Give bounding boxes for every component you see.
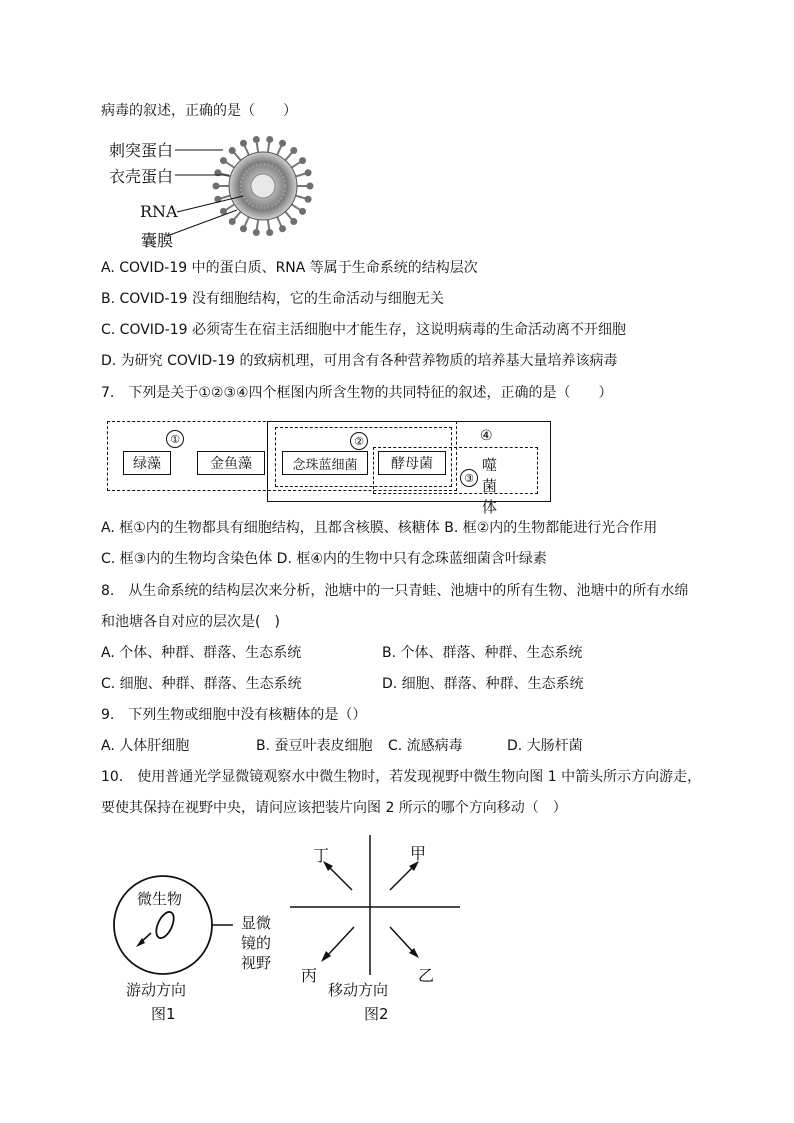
- figure-2-caption: 图2: [364, 1005, 389, 1023]
- figure-1: [105, 875, 295, 1025]
- field-label-2: 镜的: [241, 934, 272, 952]
- organism-yeast: 酵母菌: [378, 451, 446, 475]
- spike-head: [253, 136, 260, 143]
- marker-4: ④: [480, 428, 493, 444]
- virus-diagram: [105, 128, 320, 254]
- q8-option-c: C. 细胞、种群、群落、生态系统: [101, 676, 302, 692]
- label-capsid-protein: 衣壳蛋白: [109, 167, 174, 186]
- spike-head: [240, 225, 247, 232]
- q6-option-b: B. COVID-19 没有细胞结构，它的生命活动与细胞无关: [101, 291, 444, 307]
- q8-stem-1: 8. 从生命系统的结构层次来分析，池塘中的一只青蛙、池塘中的所有生物、池塘中的所有水绵: [101, 583, 689, 599]
- q9-option-a: A. 人体肝细胞: [101, 738, 190, 754]
- spike-head: [229, 218, 236, 225]
- spike-head: [266, 136, 273, 143]
- spike-head: [299, 208, 306, 215]
- q7-option-cd: C. 框③内的生物均含染色体 D. 框④内的生物中只有念珠蓝细菌含叶绿素: [101, 551, 547, 567]
- spike-head: [279, 140, 286, 147]
- spike-head: [213, 183, 220, 190]
- spike-head: [220, 157, 227, 164]
- direction-bing: 丙: [301, 966, 318, 985]
- q6-stem: 病毒的叙述，正确的是（ ）: [101, 103, 297, 119]
- marker-2: ②: [350, 432, 368, 450]
- figure-2: [290, 835, 465, 1025]
- label-spike-protein: 刺突蛋白: [109, 141, 174, 160]
- q8-stem-2: 和池塘各自对应的层次是( ): [101, 614, 280, 630]
- spike-head: [305, 196, 312, 203]
- q6-option-d: D. 为研究 COVID-19 的致病机理，可用含有各种营养物质的培养基大量培养该病毒: [101, 353, 618, 369]
- organism-nostoc: 念珠蓝细菌: [282, 451, 368, 475]
- spike-head: [240, 140, 247, 147]
- q9-option-d: D. 大肠杆菌: [507, 738, 583, 754]
- q9-option-b: B. 蚕豆叶表皮细胞: [256, 738, 373, 754]
- q8-option-b: B. 个体、群落、种群、生态系统: [382, 645, 583, 661]
- q10-stem-2: 要使其保持在视野中央，请问应该把装片向图 2 所示的哪个方向移动（ ）: [101, 800, 567, 816]
- spike-head: [279, 225, 286, 232]
- spike-head: [307, 183, 314, 190]
- q7-stem: 7. 下列是关于①②③④四个框图内所含生物的共同特征的叙述，正确的是（ ）: [101, 385, 613, 401]
- organism-hornwort: 金鱼藻: [197, 451, 265, 475]
- swim-direction-label: 游动方向: [126, 981, 187, 999]
- direction-jia: 甲: [410, 844, 427, 863]
- organism-phage: 噬菌体: [482, 456, 498, 516]
- microbe-label: 微生物: [137, 890, 183, 908]
- direction-ding: 丁: [313, 846, 330, 865]
- q10-stem-1: 10. 使用普通光学显微镜观察水中微生物时，若发现视野中微生物向图 1 中箭头所示方向游走，: [101, 769, 702, 785]
- q8-option-d: D. 细胞、群落、种群、生态系统: [382, 676, 584, 692]
- figure-1-caption: 图1: [151, 1005, 176, 1023]
- field-label-1: 显微: [241, 914, 272, 932]
- q7-option-ab: A. 框①内的生物都具有细胞结构，且都含核膜、核糖体 B. 框②内的生物都能进行光合作用: [101, 520, 658, 536]
- spike-head: [290, 218, 297, 225]
- marker-3: ③: [460, 469, 478, 487]
- direction-yi: 乙: [418, 966, 435, 985]
- organism-green-algae: 绿藻: [123, 451, 171, 475]
- spike-head: [229, 147, 236, 154]
- q9-stem: 9. 下列生物或细胞中没有核糖体的是（）: [101, 707, 367, 723]
- marker-1: ①: [166, 430, 184, 448]
- move-direction-label: 移动方向: [328, 981, 389, 999]
- q6-option-a: A. COVID-19 中的蛋白质、RNA 等属于生命系统的结构层次: [101, 260, 478, 276]
- spike-head: [305, 169, 312, 176]
- q6-option-c: C. COVID-19 必须寄生在宿主活细胞中才能生存，这说明病毒的生命活动离不开细胞: [101, 322, 627, 338]
- spike-head: [253, 229, 260, 236]
- label-envelope: 囊膜: [141, 231, 174, 250]
- field-label-3: 视野: [241, 954, 272, 972]
- q8-option-a: A. 个体、种群、群落、生态系统: [101, 645, 302, 661]
- spike-head: [299, 157, 306, 164]
- q9-option-c: C. 流感病毒: [388, 738, 463, 754]
- label-rna: RNA: [140, 202, 178, 221]
- spike-head: [290, 147, 297, 154]
- spike-head: [266, 229, 273, 236]
